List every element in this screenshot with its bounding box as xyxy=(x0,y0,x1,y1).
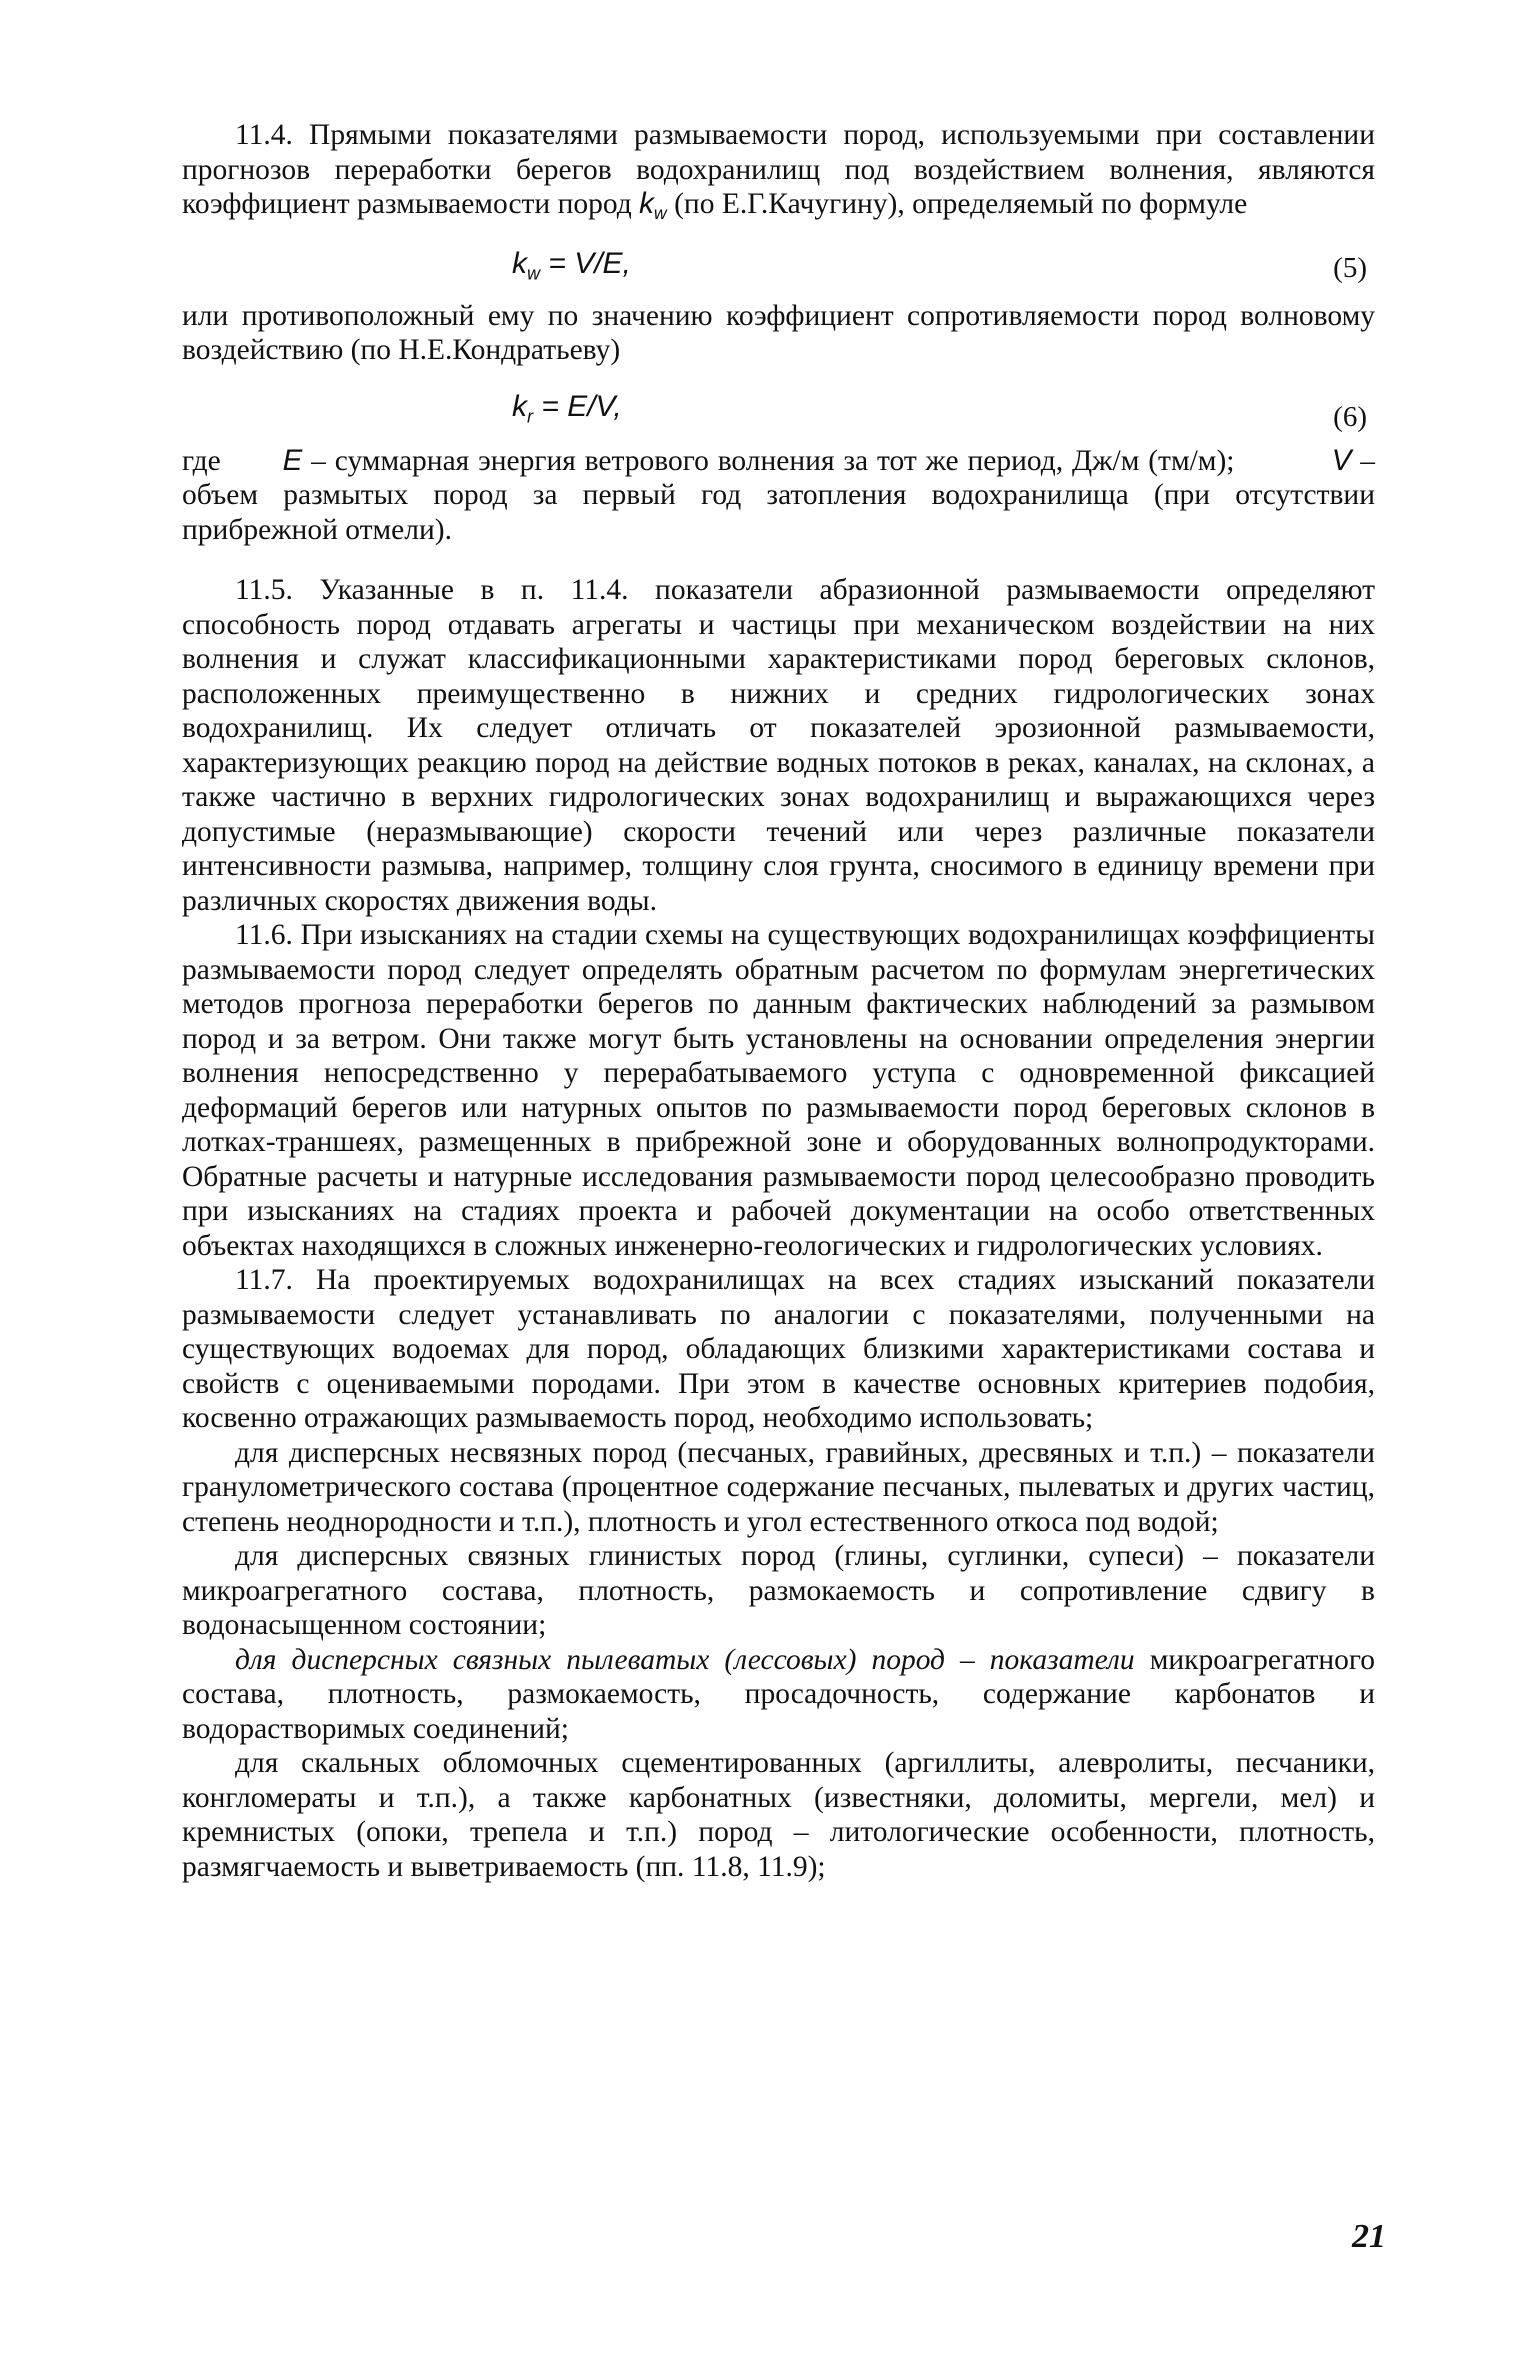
list-item-3: для дисперсных связных пылеватых (лессовых) пород – показатели микроагрегатного состава, плотность, размокаемость, просадочность, содержание карбонатов и водорастворимых соединений; xyxy=(182,1643,1376,1745)
paragraph-11-5: 11.5. Указанные в п. 11.4. показатели абразионной размываемости определяют способность пород отдавать агрегаты и частицы при механическом воздействии на них волнения и служат классификационными характеристиками пород береговых склонов, расположенных преимущественно в нижних и средних гидрологических зонах водохранилищ. Их следует отличать от показателей эрозионной размываемости, характеризующих реакцию пород на действие водных потоков в реках, каналах, на склонах, а также частично в верхних гидрологических зонах водохранилищ и выражающихся через допустимые (неразмывающие) скорости течений или через различные показатели интенсивности размыва, например, толщину слоя грунта, сносимого в единицу времени при различных скоростях движения воды. xyxy=(182,574,1375,917)
formula-6: $k_r = E/V$, (6) xyxy=(512,389,1367,433)
symbol-k-w: $k_w$ xyxy=(639,187,667,224)
page-number: 21 xyxy=(1352,2218,1386,2255)
list-item-2: для дисперсных связных глинистых пород (глины, суглинки, супеси) – показатели микроагрегатного состава, плотность, размокаемость и сопротивление сдвигу в водонасыщенном состоянии; xyxy=(182,1540,1375,1642)
formula-number-6: (6) xyxy=(1333,400,1367,433)
list-item-4: для скальных обломочных сцементированных (аргиллиты, алевролиты, песчаники, конгломераты и т.п.), а также карбонатных (известняки, доломиты, мергели, мел) и кремнистых (опоки, трепела и т.п.) пород – литологические особенности, плотность, размягчаемость и выветриваемость (пп. 11.8, 11.9); xyxy=(182,1747,1375,1883)
paragraph-11-4 xyxy=(182,118,1375,231)
paragraph-11-4-text: 11.4. Прямыми показателями размываемости пород, используемыми при составлении прогнозов переработки берегов водохранилищ под воздействием волнения, являются коэффициент размываемости пород xyxy=(182,119,1375,220)
paragraph-11-4-text-end: (по Е.Г.Качугину), определяемый по формуле xyxy=(674,188,1248,220)
formula-number-5: (5) xyxy=(1333,251,1367,284)
document-page xyxy=(182,118,1375,1884)
paragraph-11-6: 11.6. При изысканиях на стадии схемы на существующих водохранилищах коэффициенты размываемости пород следует определять обратным расчетом по формулам энергетических методов прогноза переработки берегов по данным фактических наблюдений за размывом пород и за ветром. Они также могут быть установлены на основании определения энергии волнения непосредственно у перерабатываемого уступа с одновременной фиксацией деформаций берегов или натурных опытов по размываемости пород береговых склонов в лотках-траншеях, размещенных в прибрежной зоне и оборудованных волнопродукторами. Обратные расчеты и натурные исследования размываемости пород целесообразно проводить при изысканиях на стадиях проекта и рабочей документации на особо ответственных объектах находящихся в сложных инженерно-геологических и гидрологических условиях. xyxy=(182,919,1375,1262)
list-item-1: для дисперсных несвязных пород (песчаных, гравийных, дресвяных и т.п.) – показатели гранулометрического состава (процентное содержание песчаных, пылеватых и других частиц, степень неоднородности и т.п.), плотность и угол естественного откоса под водой; xyxy=(182,1436,1375,1538)
paragraph-11-7: 11.7. На проектируемых водохранилищах на всех стадиях изысканий показатели размываемости следует устанавливать по аналогии с показателями, полученными на существующих водоемах для пород, обладающих близкими характеристиками состава и свойств с оцениваемыми породами. При этом в качестве основных критериев подобия, косвенно отражающих размываемость пород, необходимо использовать; xyxy=(182,1264,1375,1435)
paragraph-resistance: или противоположный ему по значению коэффициент сопротивляемости пород волновому воздействию (по Н.Е.Кондратьеву) xyxy=(182,299,1375,367)
formula-5: $k_w = V/E$, (5) xyxy=(512,246,1367,284)
paragraph-where: где E – суммарная энергия ветрового волнения за тот же период, Дж/м (тм/м); V – объем размытых пород за первый год затопления водохранилища (при отсутствии прибрежной отмели). xyxy=(182,443,1376,546)
